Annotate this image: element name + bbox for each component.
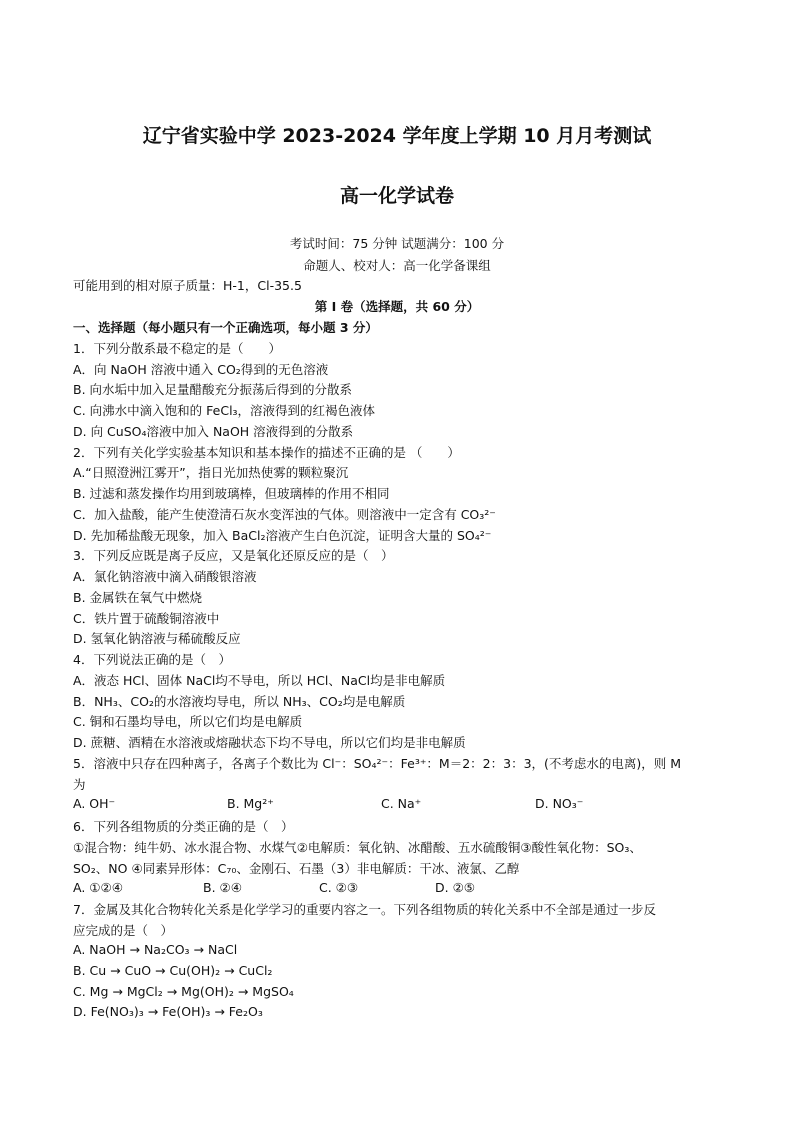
q1-option-b: B. 向水垢中加入足量醋酸充分振荡后得到的分散系 xyxy=(73,382,353,397)
q7-stem-cont: 应完成的是（ ） xyxy=(73,923,174,938)
q2-stem: 2．下列有关化学实验基本知识和基本操作的描述不正确的是 （ ） xyxy=(73,445,460,460)
q5-stem: 5．溶液中只存在四种离子，各离子个数比为 Cl⁻：SO₄²⁻：Fe³⁺：M＝2：2：3：3，(不考虑水的电离)，则 M xyxy=(73,756,682,771)
q4-option-c: C. 铜和石墨均导电，所以它们均是电解质 xyxy=(73,714,303,729)
exam-title: 辽宁省实验中学 2023-2024 学年度上学期 10 月月考测试 xyxy=(142,125,652,147)
exam-authors: 命题人、校对人：高一化学备课组 xyxy=(303,258,491,273)
q3-option-c: C．铁片置于硫酸铜溶液中 xyxy=(73,611,220,626)
q4-stem: 4．下列说法正确的是（ ） xyxy=(73,652,231,667)
q6-stem: 6．下列各组物质的分类正确的是（ ） xyxy=(73,819,294,834)
q5-stem-cont: 为 xyxy=(73,777,86,792)
q1-option-c: C. 向沸水中滴入饱和的 FeCl₃，溶液得到的红褐色液体 xyxy=(73,403,376,418)
q4-option-a: A．液态 HCl、固体 NaCl均不导电，所以 HCl、NaCl均是非电解质 xyxy=(73,673,446,688)
exam-info: 考试时间：75 分钟 试题满分：100 分 xyxy=(289,236,505,251)
q1-stem: 1．下列分散系最不稳定的是（ ） xyxy=(73,341,281,356)
q2-option-b: B. 过滤和蒸发操作均用到玻璃棒，但玻璃棒的作用不相同 xyxy=(73,486,390,501)
q7-option-c: C. Mg → MgCl₂ → Mg(OH)₂ → MgSO₄ xyxy=(73,984,294,999)
part1-heading: 第 I 卷（选择题，共 60 分） xyxy=(314,299,480,314)
q6-option-d: D. ②⑤ xyxy=(435,880,475,895)
q3-stem: 3．下列反应既是离子反应，又是氧化还原反应的是（ ） xyxy=(73,548,394,563)
q2-option-d: D. 先加稀盐酸无现象，加入 BaCl₂溶液产生白色沉淀，证明含大量的 SO₄²⁻ xyxy=(73,528,492,543)
q5-option-c: C. Na⁺ xyxy=(381,796,422,811)
exam-subtitle: 高一化学试卷 xyxy=(339,185,454,207)
q1-option-d: D. 向 CuSO₄溶液中加入 NaOH 溶液得到的分散系 xyxy=(73,424,354,439)
atomic-masses: 可能用到的相对原子质量：H-1，Cl-35.5 xyxy=(73,278,302,293)
q7-option-a: A. NaOH → Na₂CO₃ → NaCl xyxy=(73,942,238,957)
q2-option-a: A.“日照澄洲江雾开”，指日光加热使雾的颗粒聚沉 xyxy=(73,465,349,480)
q1-option-a: A．向 NaOH 溶液中通入 CO₂得到的无色溶液 xyxy=(73,362,329,377)
q6-option-b: B. ②④ xyxy=(203,880,242,895)
q5-option-d: D. NO₃⁻ xyxy=(535,796,584,811)
q5-option-b: B. Mg²⁺ xyxy=(227,796,274,811)
q4-option-b: B．NH₃、CO₂的水溶液均导电，所以 NH₃、CO₂均是电解质 xyxy=(73,694,406,709)
q7-option-b: B. Cu → CuO → Cu(OH)₂ → CuCl₂ xyxy=(73,963,273,978)
q3-option-a: A．氯化钠溶液中滴入硝酸银溶液 xyxy=(73,569,257,584)
q6-line2: SO₂、NO ④同素异形体：C₇₀、金刚石、石墨（3）非电解质：干冰、液氯、乙醇 xyxy=(73,861,520,876)
q4-option-d: D. 蔗糖、酒精在水溶液或熔融状态下均不导电，所以它们均是非电解质 xyxy=(73,735,466,750)
section-heading: 一、选择题（每小题只有一个正确选项，每小题 3 分） xyxy=(73,320,378,335)
q2-option-c: C．加入盐酸，能产生使澄清石灰水变浑浊的气体。则溶液中一定含有 CO₃²⁻ xyxy=(73,507,496,522)
q3-option-d: D. 氢氧化钠溶液与稀硫酸反应 xyxy=(73,631,241,646)
q6-option-a: A. ①②④ xyxy=(73,880,123,895)
q7-stem: 7．金属及其化合物转化关系是化学学习的重要内容之一。下列各组物质的转化关系中不全部是通过一步反 xyxy=(73,902,656,917)
q6-line1: ①混合物：纯牛奶、冰水混合物、水煤气②电解质：氧化钠、冰醋酸、五水硫酸铜③酸性氧化物：SO₃、 xyxy=(73,840,642,855)
q7-option-d: D. Fe(NO₃)₃ → Fe(OH)₃ → Fe₂O₃ xyxy=(73,1004,263,1019)
q3-option-b: B. 金属铁在氧气中燃烧 xyxy=(73,590,203,605)
q6-option-c: C. ②③ xyxy=(319,880,359,895)
q5-option-a: A. OH⁻ xyxy=(73,796,116,811)
